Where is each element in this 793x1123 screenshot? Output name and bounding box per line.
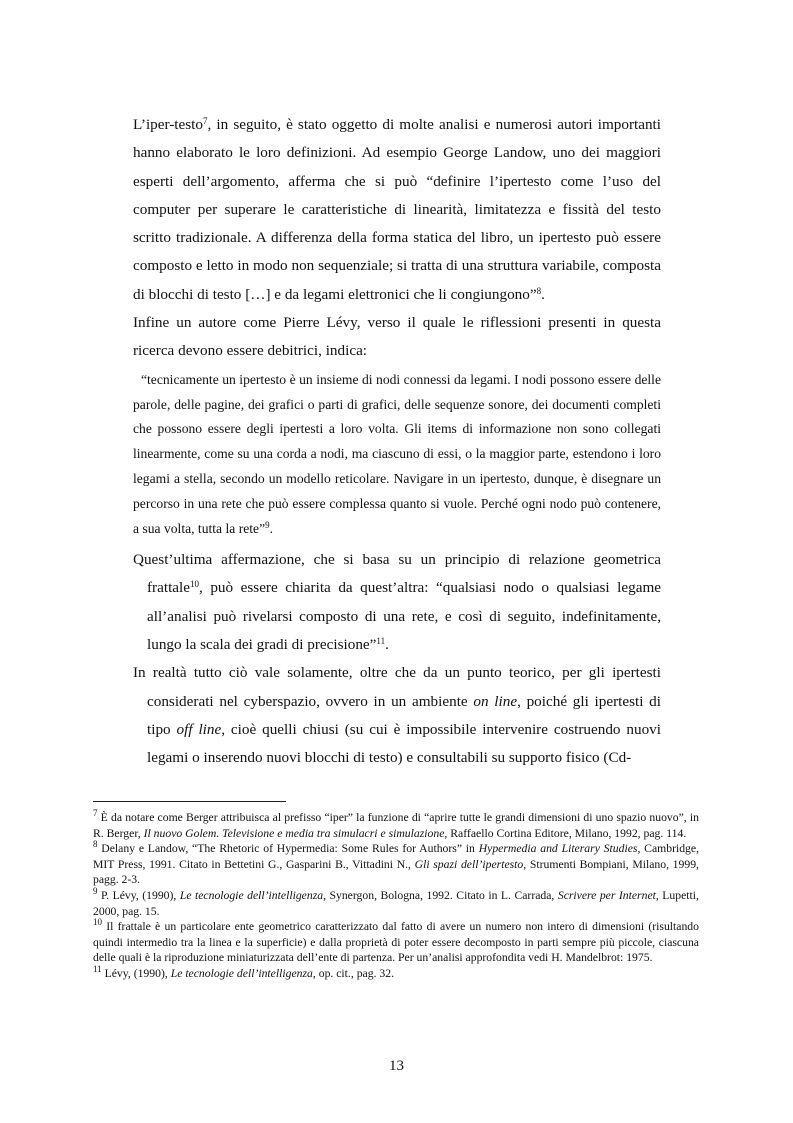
p1-text-a: L’iper-testo [133, 116, 203, 133]
footnote-8 [93, 841, 699, 888]
paragraph-4 [133, 659, 661, 772]
paragraph-3 [133, 546, 661, 659]
footnote-7-text-a: È da notare come Berger attribuisca al prefisso “iper” la funzione di “aprire tutte le grandi dimensioni di uno spazio nuovo”, in R. Berger, [93, 811, 699, 840]
footnote-8-number: 8 [93, 839, 98, 850]
footnote-9 [93, 885, 699, 919]
footnote-7 [93, 810, 699, 841]
footnote-ref-7[interactable]: 7 [203, 116, 208, 126]
footnote-ref-11[interactable]: 11 [376, 635, 386, 646]
footnote-8-text-c: , Strumenti Bompiani, Milano, 1999, pagg. 2-3. [93, 857, 699, 887]
footnote-11-text-b: , op. cit., pag. 32. [312, 966, 395, 980]
footnote-11-number: 11 [93, 963, 102, 974]
p1-text-c: . [541, 285, 545, 303]
paragraph-2: Infine un autore come Pierre Lévy, verso il quale le riflessioni presenti in questa ricerca devono essere debitrici, indica: [133, 314, 661, 360]
footnote-8-text-b: , Cambridge, MIT Press, 1991. Citato in Bettetini G., Gasparini B., Vittadini N., [93, 842, 700, 871]
footnote-11 [93, 963, 699, 982]
p4-em-on-line: on line [473, 692, 518, 710]
quote-text: “tecnicamente un ipertesto è un insieme di nodi connessi da legami. I nodi possono essere delle parole, delle pagine, dei grafici o parti di grafici, delle sequenze sonore, dei documenti completi che possono essere degli ipertesti a loro volta. Gli items di informazione non sono collegati linearmente, come su una corda a nodi, ma ciascuno di essi, o la maggior parte, estendono i loro legami a stella, secondo un modello reticolare. Navigare in un ipertesto, dunque, è disegnare un percorso in una rete che può essere complessa quanto si vuole. Perché ogni nodo può contenere, a sua volta, tutta la rete” [133, 371, 661, 537]
footnote-9-number: 9 [93, 885, 98, 896]
footnote-8-text-a: Delany e Landow, “The Rhetoric of Hypermedia: Some Rules for Authors” in [97, 842, 479, 856]
footnote-11-title: Le tecnologie dell’intelligenza [170, 966, 313, 980]
paragraph-1 [133, 111, 661, 309]
p1-text-b: , in seguito, è stato oggetto di molte analisi e numerosi autori importanti hanno elaborato le loro definizioni. Ad esempio George Landow, uno dei maggiori esperti dell’argomento, afferma che si può “definire l’ipertesto come l’uso del computer per superare le caratteristiche di linearità, limitatezza e fissità del testo scritto tradizionale. A differenza della forma statica del libro, un ipertesto può essere composto e letto in modo non sequenziale; si tratta di una struttura variabile, composta di blocchi di testo […] e da legami elettronici che li congiungono” [133, 116, 661, 303]
footnote-11-text-a: Lévy, (1990), [101, 966, 171, 980]
footnote-10-text: Il frattale è un particolare ente geometrico caratterizzato dal fatto di avere un numero non intero di dimensioni (risultando quindi intermedio tra la linea e la superficie) e dalla proprietà di poter essere decomposto in parti sempre più piccole, ciascuna delle quali è la riproduzione miniaturizzata dell’ente di partenza. Per un’analisi approfondita vedi H. Mandelbrot: 1975. [93, 920, 699, 965]
p4-text-a: In realtà tutto ciò vale solamente, oltre che da un punto teorico, per gli ipertesti considerati nel cyberspazio, ovvero in un ambiente [133, 664, 661, 710]
p4-text-c: , cioè quelli chiusi (su cui è impossibile intervenire costruendo nuovi legami o inserendo nuovi blocchi di testo) e consultabili su supporto fisico (Cd- [147, 720, 661, 767]
footnote-8-title-2: Gli spazi dell’ipertesto [414, 857, 524, 871]
footnote-7-title: Il nuovo Golem. Televisione e media tra simulacri e simulazione [143, 826, 445, 840]
footnote-ref-8[interactable]: 8 [536, 285, 542, 296]
footnote-ref-9[interactable]: 9 [265, 520, 270, 531]
footnote-ref-10[interactable]: 10 [190, 579, 199, 590]
p3-text-b: , può essere chiarita da quest’altra: “qualsiasi nodo o qualsiasi legame all’analisi può rivelarsi composto di una rete, e così di seguito, indefinitamente, lungo la scala dei gradi di precisione” [147, 579, 661, 653]
footnote-10 [93, 919, 699, 966]
p3-text-c: . [385, 635, 389, 653]
footnote-9-title-2: Scrivere per Internet [557, 888, 656, 902]
footnote-9-text-a: P. Lévy, (1990), [97, 888, 180, 902]
footnote-7-text-b: , Raffaello Cortina Editore, Milano, 1992, pag. 114. [444, 826, 687, 840]
footnote-8-title-1: Hypermedia and Literary Studies [478, 842, 638, 856]
footnote-10-number: 10 [93, 917, 102, 928]
footnote-7-number: 7 [93, 808, 98, 818]
footnote-9-text-c: , Lupetti, 2000, pag. 15. [93, 888, 699, 918]
footnotes [93, 801, 699, 982]
footnote-9-text-b: , Synergon, Bologna, 1992. Citato in L. Carrada, [323, 888, 558, 902]
block-quote [133, 368, 661, 542]
main-text [133, 111, 661, 772]
p4-em-off-line: off line [176, 720, 222, 738]
quote-end: . [269, 521, 274, 537]
page-number: 13 [389, 1058, 404, 1074]
footnote-9-title-1: Le tecnologie dell’intelligenza [179, 888, 324, 902]
p4-text-b: , poiché gli ipertesti di tipo [147, 692, 661, 738]
p3-text-a: Quest’ultima affermazione, che si basa su un principio di relazione geometrica frattale [133, 551, 661, 597]
